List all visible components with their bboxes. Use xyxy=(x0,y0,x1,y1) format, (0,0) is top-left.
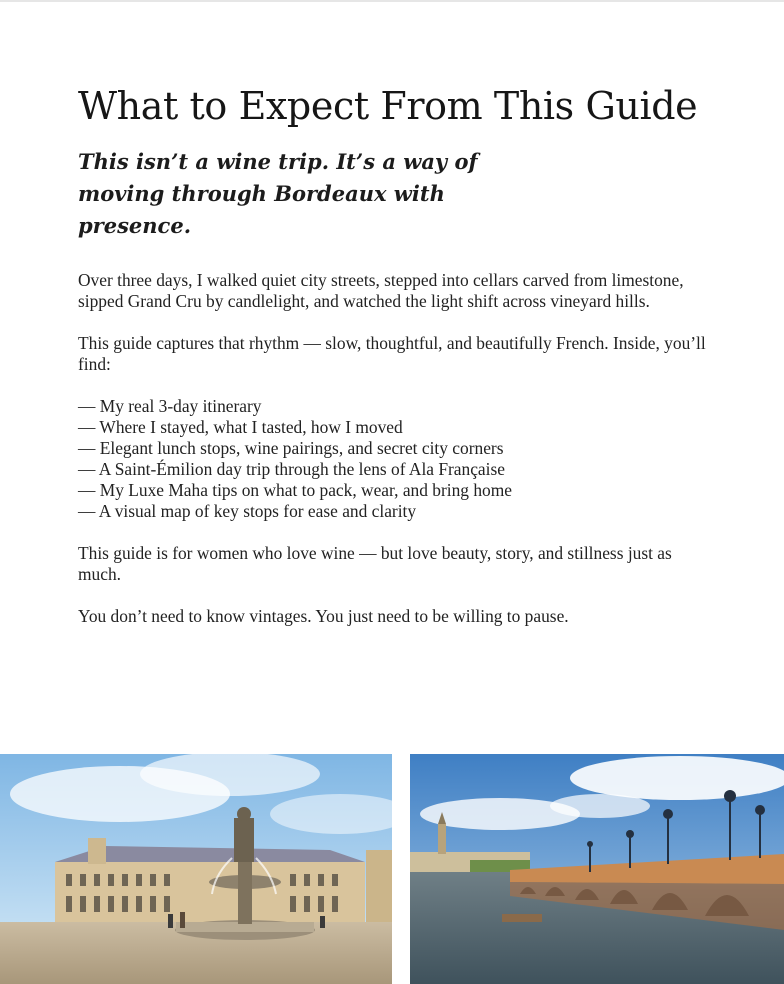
photo-place-de-la-bourse xyxy=(0,754,392,984)
list-item: — My Luxe Maha tips on what to pack, wear, and bring home xyxy=(78,480,512,500)
list-item: — A Saint-Émilion day trip through the lens of Ala Française xyxy=(78,459,505,479)
list-item: — A visual map of key stops for ease and clarity xyxy=(78,501,417,521)
audience-paragraph: This guide is for women who love wine — but love beauty, story, and stillness just as much. xyxy=(78,543,672,584)
feature-list xyxy=(78,396,708,522)
list-item: — Elegant lunch stops, wine pairings, and secret city corners xyxy=(78,438,504,458)
lead-paragraph: This guide captures that rhythm — slow, thoughtful, and beautifully French. Inside, you’ll find: xyxy=(78,333,706,374)
stone-bridge-illustration xyxy=(410,754,784,984)
fountain-square-illustration xyxy=(0,754,392,984)
closing-paragraph: You don’t need to know vintages. You just need to be willing to pause. xyxy=(78,606,569,626)
body-text xyxy=(78,270,708,648)
page-subtitle: This isn’t a wine trip. It’s a way of moving through Bordeaux with presence. xyxy=(78,149,478,238)
list-item: — My real 3-day itinerary xyxy=(78,396,262,416)
intro-paragraph: Over three days, I walked quiet city streets, stepped into cellars carved from limestone, sipped Grand Cru by candlelight, and watched the light shift across vineyard hills. xyxy=(78,270,684,311)
photo-pont-de-pierre xyxy=(410,754,784,984)
top-rule xyxy=(0,0,784,2)
page-title: What to Expect From This Guide xyxy=(78,84,698,128)
list-item: — Where I stayed, what I tasted, how I moved xyxy=(78,417,403,437)
